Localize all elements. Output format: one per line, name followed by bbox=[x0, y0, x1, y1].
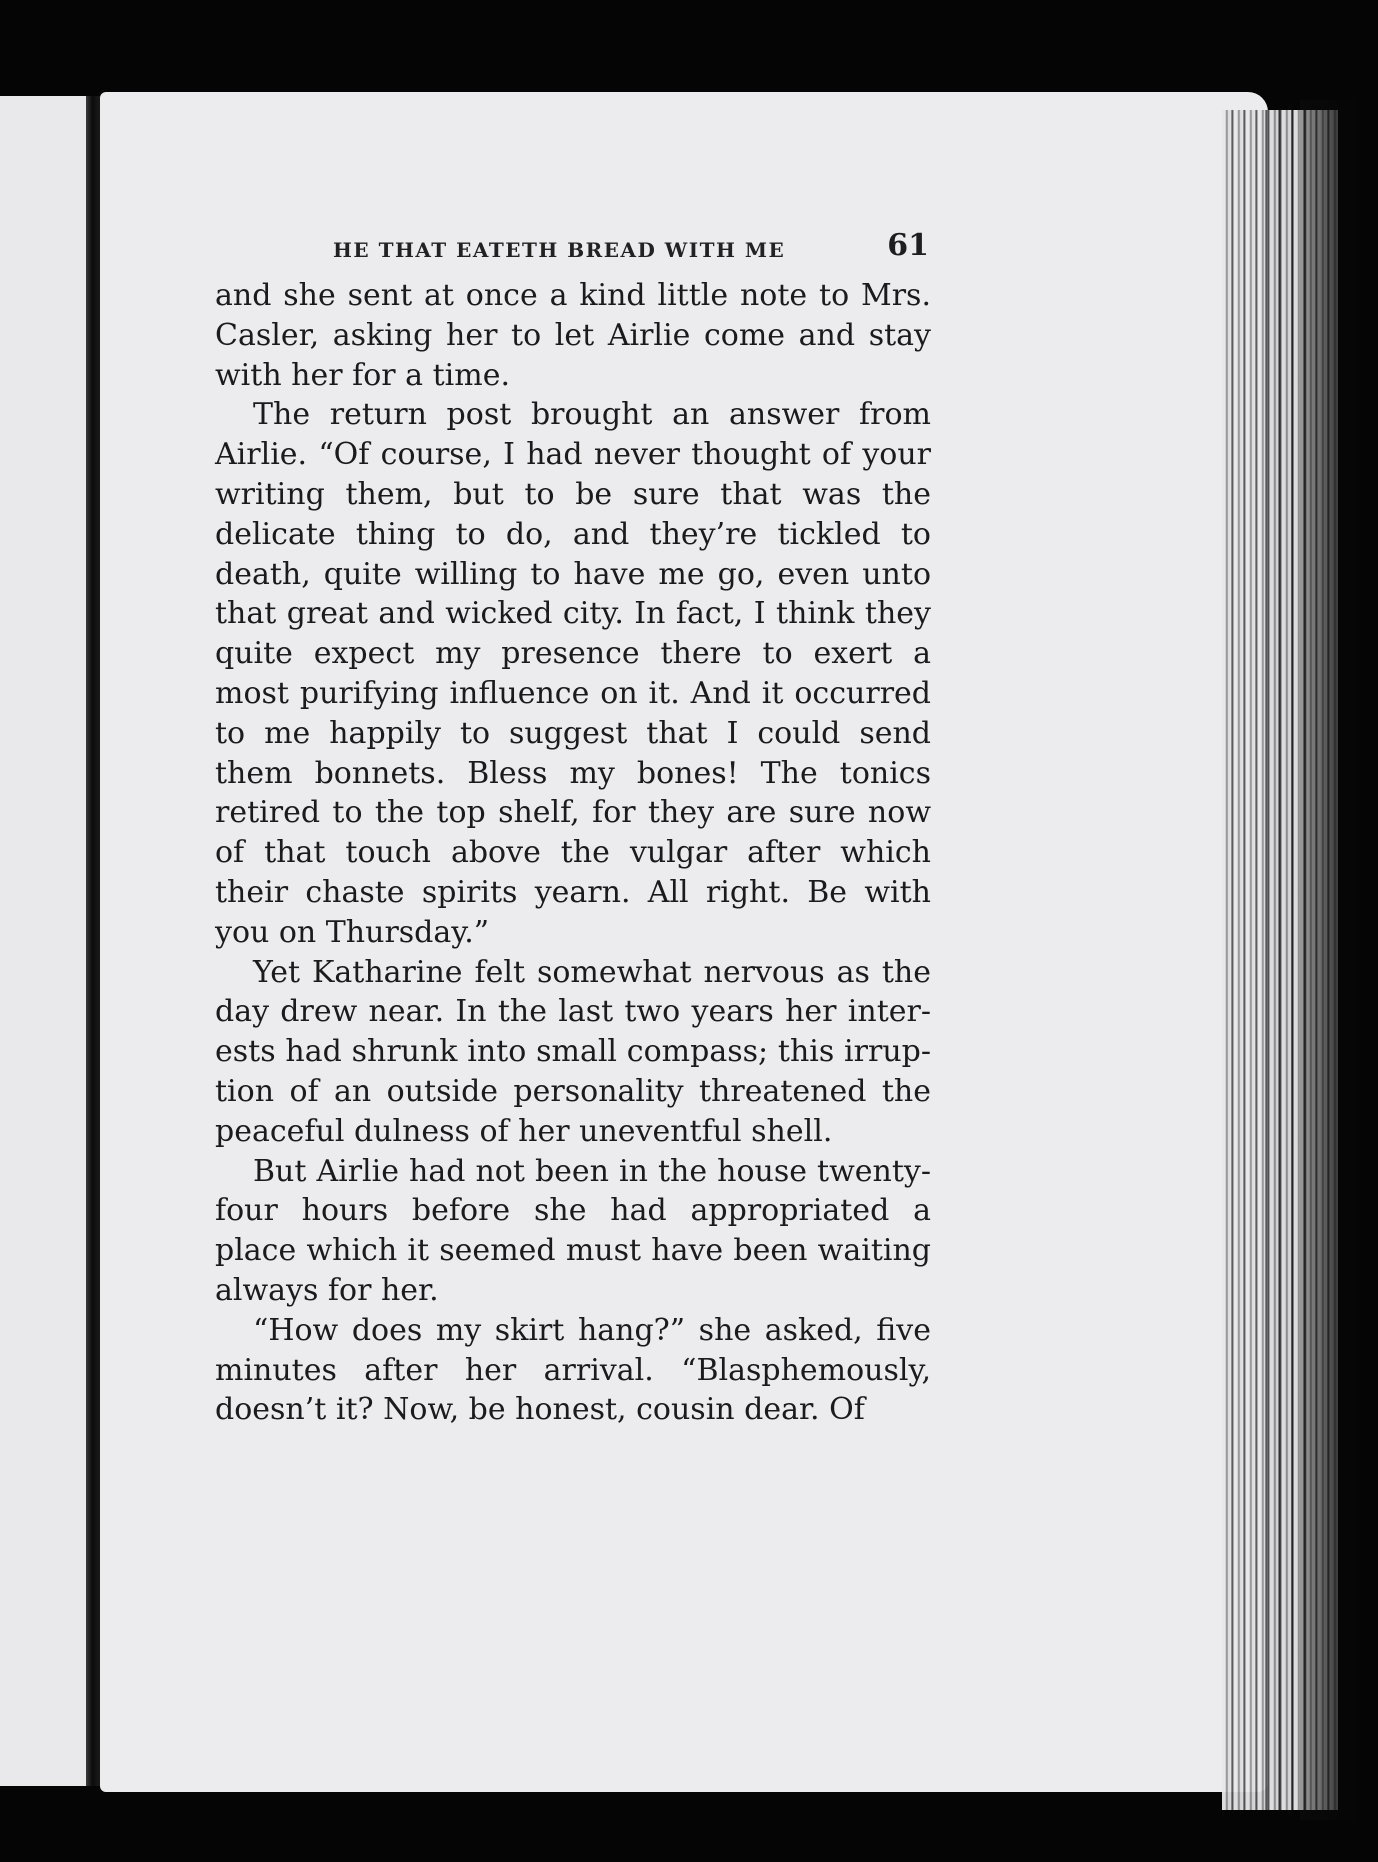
left-page-edge bbox=[0, 96, 86, 1786]
paragraph: The return post brought an answer from Airlie. “Of course, I had never thought of your writing them, but to be sure that was the delicate thing to do, and they’re tickled to death, quite willing to have me go, even unto that great and wicked city. In fact, I think they quite expect my presence there to exert a most purifying influence on it. And it occurred to me happily to suggest that I could send them bonnets. Bless my bones! The tonics retired to the top shelf, for they are sure now of that touch above the vulgar after which their chaste spirits yearn. All right. Be with you on Thursday.” bbox=[215, 397, 931, 950]
paragraph: But Airlie had not been in the house twenty-four hours before she had appropriated a place which it seemed must have been waiting always for her. bbox=[215, 1153, 931, 1308]
running-title: HE THAT EATETH BREAD WITH ME bbox=[333, 238, 786, 262]
page-edges-shadow bbox=[1300, 100, 1360, 1820]
running-head bbox=[215, 220, 931, 276]
book-gutter bbox=[86, 96, 100, 1786]
page-number: 61 bbox=[887, 228, 929, 263]
paragraph: “How does my skirt hang?” she asked, five minutes after her arrival. “Blasphemously, doesn’t it? Now, be honest, cousin dear. Of bbox=[215, 1312, 931, 1428]
body-text bbox=[215, 276, 931, 1430]
paragraph: and she sent at once a kind little note to Mrs. Casler, asking her to let Airlie come and stay with her for a time. bbox=[215, 278, 931, 393]
paragraph: Yet Katharine felt somewhat nervous as the day drew near. In the last two years her interests had shrunk into small compass; this irruption of an outside personality threatened the peaceful dulness of her uneventful shell. bbox=[215, 954, 931, 1149]
text-block bbox=[215, 220, 931, 1430]
